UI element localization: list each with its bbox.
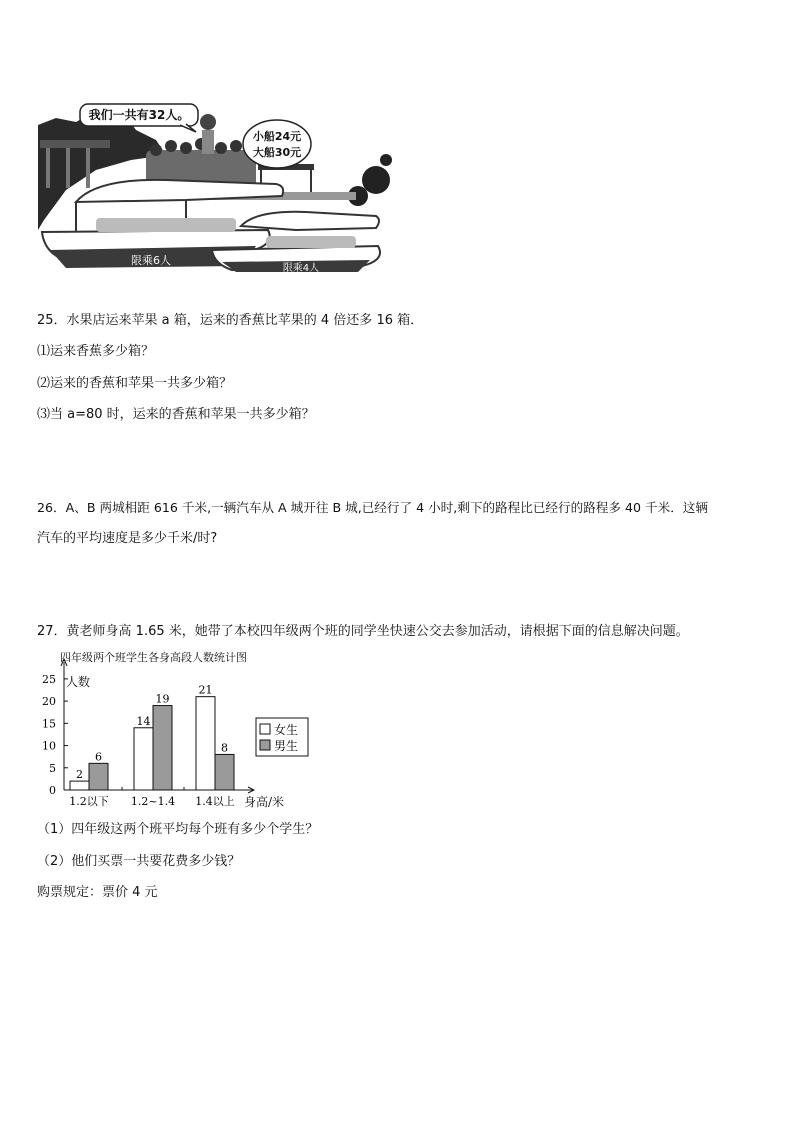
chart-legend <box>256 718 308 756</box>
chart-ylabel: 人数 <box>66 675 91 689</box>
y-tick-label: 0 <box>49 784 56 797</box>
bar-value-label: 19 <box>155 692 170 706</box>
bar-value-label: 21 <box>198 683 213 697</box>
y-tick-label: 25 <box>42 672 56 686</box>
q26-line2: 汽车的平均速度是多少千米/时? <box>37 531 218 546</box>
q25-sub1: ⑴运来香蕉多少箱？ <box>37 344 155 359</box>
bar <box>70 781 89 790</box>
x-tick-label: 1.2~1.4 <box>130 795 176 808</box>
legend-label: 男生 <box>274 739 299 753</box>
q27-stem: 27．黄老师身高 1.65 米，她带了本校四年级两个班的同学坐快速公交去参加活动，请根据下面的信息解决问题。 <box>37 624 689 639</box>
x-tick-label: 1.4以上 <box>195 795 235 808</box>
big-boat-label: 限乘6人 <box>131 254 171 267</box>
legend-swatch <box>260 740 270 750</box>
bubble-group-text: 我们一共有32人。 <box>88 108 190 122</box>
chart-bars <box>70 684 234 790</box>
x-tick-label: 1.2以下 <box>69 795 109 808</box>
bar-value-label: 14 <box>136 714 151 728</box>
height-distribution-chart <box>36 646 316 812</box>
q27-rule: 购票规定：票价 4 元 <box>37 885 158 900</box>
legend-swatch <box>260 724 270 734</box>
bar <box>153 706 172 790</box>
q25-stem: 25．水果店运来苹果 a 箱，运来的香蕉比苹果的 4 倍还多 16 箱． <box>37 313 424 328</box>
q25-sub3: ⑶当 a=80 时，运来的香蕉和苹果一共多少箱？ <box>37 407 315 422</box>
y-tick-label: 5 <box>49 761 56 775</box>
bar-value-label: 6 <box>95 750 102 764</box>
bubble-price-big: 大船30元 <box>252 146 302 159</box>
bar <box>196 697 215 790</box>
y-tick-label: 15 <box>42 717 56 731</box>
bar <box>134 728 153 790</box>
legend-label: 女生 <box>274 723 299 737</box>
bar <box>89 763 108 790</box>
q26-line1: 26．A、B 两城相距 616 千米,一辆汽车从 A 城开往 B 城,已经行了 4 小时,剩下的路程比已经行的路程多 40 千米．这辆 <box>37 500 708 515</box>
bar <box>215 754 234 790</box>
chart-title: 四年级两个班学生各身高段人数统计图 <box>60 651 247 664</box>
bar-value-label: 2 <box>76 768 83 782</box>
y-tick-label: 20 <box>42 695 56 709</box>
q27-sub1: （1）四年级这两个班平均每个班有多少个学生？ <box>37 822 319 837</box>
small-boat-label: 限乘4人 <box>282 263 320 272</box>
boat-rental-illustration <box>36 100 392 272</box>
bubble-price-small: 小船24元 <box>252 130 302 143</box>
bar-value-label: 8 <box>221 741 228 755</box>
q25-sub2: ⑵运来的香蕉和苹果一共多少箱？ <box>37 376 233 391</box>
q27-sub2: （2）他们买票一共要花费多少钱？ <box>37 854 241 869</box>
chart-xlabel: 身高/米 <box>244 795 285 809</box>
speech-bubble-price <box>243 120 311 168</box>
y-tick-label: 10 <box>42 739 56 753</box>
